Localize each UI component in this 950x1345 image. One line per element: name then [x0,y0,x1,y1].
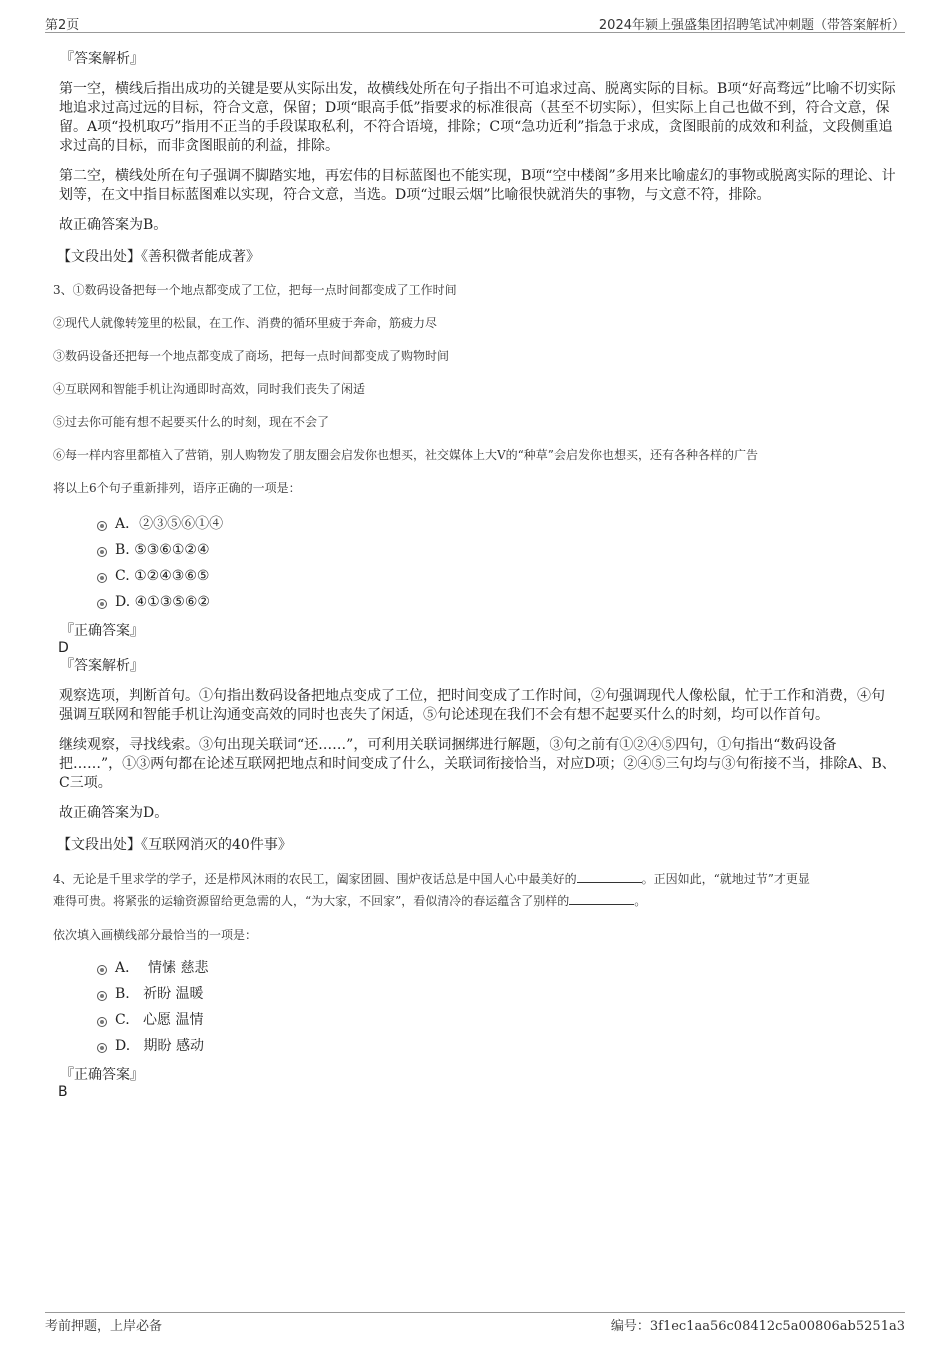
text-source: 【文段出处】《互联网消灭的40件事》 [57,837,292,853]
question-line: ②现代人就像转笼里的松鼠，在工作、消费的循环里疲于奔命，筋疲力尽 [53,316,438,330]
question-line: ⑤过去你可能有想不起要买什么的时刻，现在不会了 [53,415,330,429]
option-b[interactable]: B. 祈盼 温暖 [97,984,897,1010]
text-source: 【文段出处】《善积微者能成著》 [57,249,260,265]
radio-icon[interactable] [97,599,107,609]
option-c[interactable]: C. 心愿 温情 [97,1010,897,1036]
analysis-label: 『答案解析』 [60,658,144,674]
footer-slogan: 考前押题，上岸必备 [45,1319,163,1334]
answer-blank [577,870,642,883]
option-d[interactable]: D. 期盼 感动 [97,1036,897,1062]
radio-icon[interactable] [97,965,107,975]
question-line: 3、①数码设备把每一个地点都变成了工位，把每一点时间都变成了工作时间 [53,283,457,297]
answer-value: D [58,640,69,656]
options-list [97,958,897,1062]
option-b[interactable]: B. ⑤③⑥①②④ [97,540,897,566]
question-line: ④互联网和智能手机让沟通即时高效，同时我们丧失了闲适 [53,382,366,396]
radio-icon[interactable] [97,1043,107,1053]
analysis-conclusion: 故正确答案为B。 [59,217,168,233]
option-d[interactable]: D. ④①③⑤⑥② [97,592,897,618]
radio-icon[interactable] [97,547,107,557]
question-4 [53,868,897,1101]
document-title: 2024年颍上强盛集团招聘笔试冲刺题（带答案解析） [598,18,905,33]
question-3 [53,281,897,855]
question-stem: 4、无论是千里求学的学子，还是栉风沐雨的农民工，阖家团圆、围炉夜话总是中国人心中最美好的 。正因如此，“就地过节”才更显 难得可贵。将紧张的运输资源留给更急需的人，“为大家，不回家”，看似清冷的春运蕴含了别样的 。 [53,872,810,908]
analysis-paragraph: 第二空，横线处所在句子强调不脚踏实地，再宏伟的目标蓝图也不能实现，B项“空中楼阁”多用来比喻虚幻的事物或脱离实际的理论、计划等，在文中指目标蓝图难以实现，符合文意，当选。D项“过眼云烟”比喻很快就消失的事物，与文意不符，排除。 [59,168,896,203]
question-line: ⑥每一样内容里都植入了营销，别人购物发了朋友圈会启发你也想买，社交媒体上大V的“种草”会启发你也想买，还有各种各样的广告 [53,448,758,462]
answer-label: 『正确答案』 [60,1067,144,1083]
analysis-paragraph: 继续观察，寻找线索。③句出现关联词“还……”，可利用关联词捆绑进行解题，③句之前有①②④⑤四句，①句指出“数码设备把……”，①③两句都在论述互联网把地点和时间变成了什么，关联词衔接恰当，对应D项；②④⑤三句均与③句衔接不当，排除A、B、C三项。 [59,737,896,791]
radio-icon[interactable] [97,991,107,1001]
analysis-label: 『答案解析』 [60,51,144,67]
options-list [97,514,897,618]
analysis-paragraph: 第一空，横线后指出成功的关键是要从实际出发，故横线处所在句子指出不可追求过高、脱离实际的目标。B项“好高骛远”比喻不切实际地追求过高过远的目标，符合文意，保留；D项“眼高手低”指要求的标准很高（甚至不切实际），但实际上自己也做不到，符合文意，保留。A项“投机取巧”指用不正当的手段谋取私利，不符合语境，排除；C项“急功近利”指急于求成，贪图眼前的成效和利益，文段侧重追求过高的目标，而非贪图眼前的利益，排除。 [59,81,896,154]
document-id: 编号：3f1ec1aa56c08412c5a00806ab5251a3 [610,1319,905,1334]
analysis-conclusion: 故正确答案为D。 [59,805,169,821]
radio-icon[interactable] [97,573,107,583]
question-line: ③数码设备还把每一个地点都变成了商场，把每一点时间都变成了购物时间 [53,349,450,363]
answer-blank [569,892,634,905]
option-c[interactable]: C. ①②④③⑥⑤ [97,566,897,592]
option-a[interactable]: A．②③⑤⑥①④ [97,514,897,540]
answer-value: B [58,1084,68,1100]
page-number: 第2页 [45,18,80,33]
answer-label: 『正确答案』 [60,623,144,639]
radio-icon[interactable] [97,521,107,531]
question-prompt: 将以上6个句子重新排列，语序正确的一项是： [53,481,301,495]
option-a[interactable]: A． 情愫 慈悲 [97,958,897,984]
question-prompt: 依次填入画横线部分最恰当的一项是： [53,928,258,942]
page-footer [45,1312,905,1333]
page-content [53,50,897,1101]
radio-icon[interactable] [97,1017,107,1027]
analysis-paragraph: 观察选项，判断首句。①句指出数码设备把地点变成了工位，把时间变成了工作时间，②句强调现代人像松鼠，忙于工作和消费，④句强调互联网和智能手机让沟通变高效的同时也丧失了闲适，⑤句论述现在我们不会有想不起要买什么的时刻，均可以作首句。 [59,688,885,723]
page-header [45,12,905,33]
